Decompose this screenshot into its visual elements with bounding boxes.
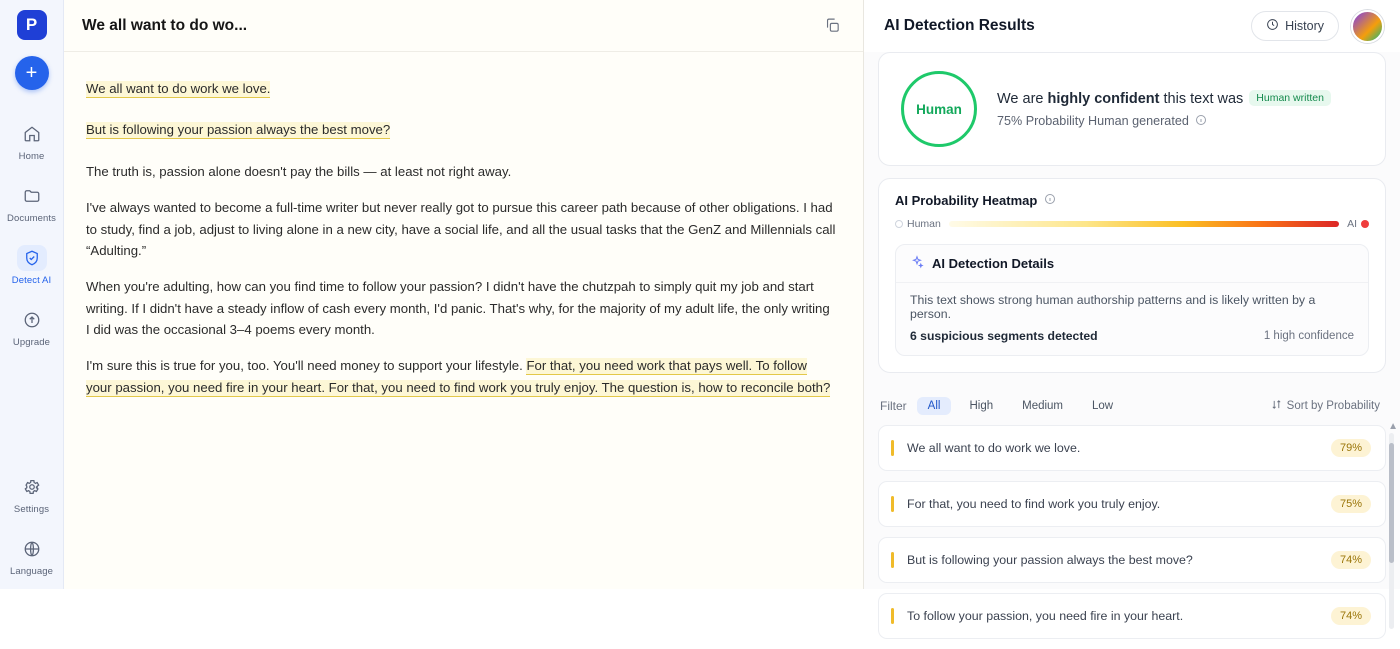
filter-row (878, 385, 1386, 425)
segment-text: For that, you need to find work you truly enjoy. (907, 497, 1161, 511)
heatmap-card (878, 178, 1386, 373)
human-dot-icon (895, 220, 903, 228)
heatmap-gradient-bar (949, 221, 1339, 227)
sidebar-item-documents[interactable] (0, 174, 64, 230)
document-paragraph: When you're adulting, how can you find time to follow your passion? I didn't have the chutzpah to simply quit my job and start writing. If I didn't have a steady inflow of cash every month, I'd panic. That's why, for the majority of my adult life, the only writing I did was the occasional 3–4 poems every month. (86, 279, 830, 337)
list-item[interactable] (878, 425, 1386, 471)
results-pane (864, 0, 1400, 623)
verdict-prefix: We are (997, 90, 1048, 107)
detection-details-panel (895, 244, 1369, 356)
detection-meta (910, 329, 1354, 343)
heatmap-left-label (895, 218, 941, 230)
segment-score: 79% (1331, 439, 1371, 457)
sort-label: Sort by Probability (1286, 400, 1380, 412)
results-header (864, 0, 1400, 52)
avatar[interactable] (1351, 10, 1384, 43)
results-body (864, 52, 1400, 649)
home-icon (17, 121, 47, 147)
verdict-strong: highly confident (1047, 90, 1160, 107)
human-label: Human (907, 218, 941, 230)
filter-group (880, 397, 1124, 415)
history-button[interactable] (1251, 11, 1339, 41)
sort-icon (1271, 399, 1282, 413)
sidebar-item-detect-ai[interactable] (0, 236, 64, 292)
filter-chip-medium[interactable]: Medium (1022, 400, 1064, 412)
document-body[interactable] (64, 52, 863, 589)
segment-marker (891, 440, 894, 456)
globe-icon (17, 536, 47, 562)
verdict-card (878, 52, 1386, 166)
sparkles-icon (910, 255, 924, 272)
document-header (64, 0, 863, 52)
clock-icon (1266, 18, 1279, 34)
shield-check-icon (17, 245, 47, 271)
scroll-up-arrow-icon[interactable]: ▲ (1388, 421, 1398, 432)
copy-icon[interactable] (824, 17, 841, 34)
document-paragraph (86, 78, 836, 99)
gear-icon (17, 474, 47, 500)
high-confidence-count: 1 high confidence (1263, 330, 1354, 342)
segment-list (878, 421, 1398, 639)
sidebar-item-label: Home (18, 151, 45, 162)
segment-score: 74% (1331, 551, 1371, 569)
sidebar-item-settings[interactable] (0, 465, 64, 521)
page-title: We all want to do wo... (82, 16, 248, 34)
document-paragraph: The truth is, passion alone doesn't pay the bills — at least not right away. (86, 163, 512, 179)
sidebar (0, 0, 64, 589)
segment-marker (891, 552, 894, 568)
detection-description: This text shows strong human authorship patterns and is likely written by a person. (910, 293, 1316, 321)
sidebar-item-label: Upgrade (12, 337, 51, 348)
segment-text: To follow your passion, you need fire in your heart. (907, 609, 1184, 623)
segment-score: 74% (1331, 607, 1371, 625)
verdict-ring: Human (901, 71, 977, 147)
document-paragraph (86, 119, 836, 140)
document-pane (64, 0, 864, 589)
detection-details-header (896, 245, 1368, 283)
filter-label: Filter (880, 399, 907, 413)
upgrade-arrow-icon (17, 307, 47, 333)
heatmap-title-row (895, 193, 1369, 208)
list-item[interactable] (878, 537, 1386, 583)
heatmap-title: AI Probability Heatmap (895, 193, 1038, 208)
filter-chip-low[interactable]: Low (1092, 400, 1114, 412)
info-icon[interactable] (1195, 114, 1207, 129)
history-label: History (1285, 19, 1324, 33)
sidebar-item-label: Detect AI (11, 275, 52, 286)
document-paragraph: I've always wanted to become a full-time writer but never really got to pursue this career path because of other obligations. I had to study, find a job, adjust to living alone in a new city, have a social life, and all the usual tasks that the GenZ and Millennials call “Adulting.” (86, 200, 836, 258)
sidebar-item-upgrade[interactable] (0, 298, 64, 354)
detection-details-title: AI Detection Details (932, 256, 1055, 271)
probability-text: 75% Probability Human generated (997, 114, 1189, 128)
highlighted-text: But is following your passion always the best move? (86, 122, 391, 138)
ai-dot-icon (1361, 220, 1369, 228)
info-icon[interactable] (1044, 193, 1056, 208)
sidebar-item-label: Language (9, 566, 54, 577)
verdict-text-block (997, 90, 1331, 129)
status-badge: Human written (1249, 90, 1331, 106)
sidebar-item-label: Settings (13, 504, 50, 515)
segment-text: But is following your passion always the best move? (907, 553, 1193, 567)
list-item[interactable] (878, 481, 1386, 527)
results-title: AI Detection Results (884, 17, 1035, 34)
verdict-probability (997, 114, 1331, 129)
verdict-suffix: this text was (1159, 90, 1244, 107)
ai-label: AI (1347, 218, 1357, 230)
heatmap-right-label (1347, 218, 1369, 230)
app-logo[interactable]: P (17, 10, 47, 40)
document-paragraph-mixed (86, 355, 836, 398)
sidebar-item-language[interactable] (0, 527, 64, 583)
verdict-content (879, 53, 1385, 165)
segment-marker (891, 496, 894, 512)
filter-chip-high[interactable]: High (969, 400, 994, 412)
sidebar-item-label: Documents (7, 213, 56, 224)
header-actions (1251, 10, 1384, 43)
list-item[interactable] (878, 593, 1386, 639)
sort-button[interactable] (1271, 399, 1380, 413)
highlighted-text: We all want to do work we love. (86, 81, 271, 96)
segment-score: 75% (1331, 495, 1371, 513)
heatmap-scale (895, 218, 1369, 230)
suspicious-count: 6 suspicious segments detected (910, 329, 1098, 343)
sidebar-item-home[interactable] (0, 112, 64, 168)
filter-chip-all[interactable]: All (917, 397, 952, 415)
detection-details-body (896, 283, 1368, 355)
verdict-headline (997, 90, 1331, 107)
segment-marker (891, 608, 894, 624)
new-document-button[interactable]: + (15, 56, 49, 90)
scrollbar-thumb[interactable] (1389, 443, 1394, 563)
plain-text: I'm sure this is true for you, too. You'll need money to support your lifestyle. (86, 358, 527, 374)
segment-text: We all want to do work we love. (907, 441, 1081, 455)
folder-icon (17, 183, 47, 209)
highlighted-text: For that, you need work that pays well. To follow your passion, you need fire in your heart. For that, you need to find work you truly enjoy. The question is, how to reconcile both? (86, 358, 831, 395)
